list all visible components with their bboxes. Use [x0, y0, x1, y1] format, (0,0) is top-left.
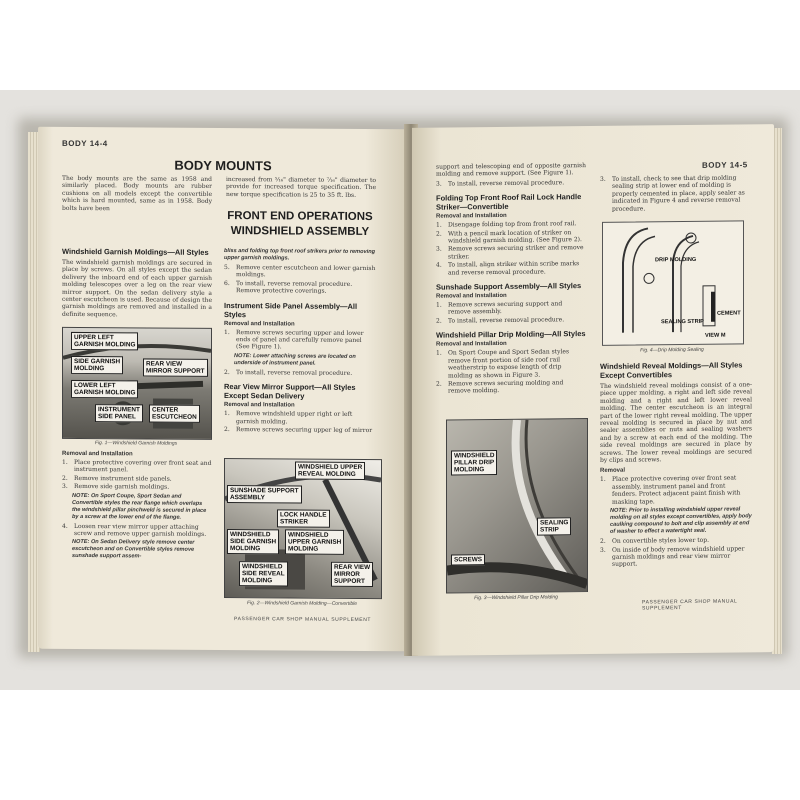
step-number: 2. — [62, 474, 68, 482]
step-text: Place protective covering over front seat assembly, instrument panel and front fenders. Protect adjacent paint finish with masking tape. — [612, 474, 741, 506]
reveal-steps-2 — [600, 536, 752, 568]
step-text: Remove screws securing striker and remove striker. — [448, 244, 584, 261]
left-page — [38, 127, 410, 652]
fig1-label: INSTRUMENT SIDE PANEL — [95, 404, 143, 422]
step-number: 1. — [600, 476, 606, 484]
pillar-steps — [436, 348, 586, 395]
fig3-label: SEALING STRIP — [537, 517, 571, 535]
garnish-text: The windshield garnish moldings are secured in place by screws. On all styles except the sedan delivery the inboard end of each upper garnish molding telescopes over a leg on the rear view mirror support. On the sedan delivery style a center escutcheon is used. Because of design the garnish moldings are removed and installed in a definite sequence. — [62, 258, 212, 319]
fig4-label: DRIP MOLDING — [655, 256, 697, 264]
instrument-steps-2 — [224, 369, 376, 377]
instrument-note: NOTE: Lower attaching screws are located on underside of instrument panel. — [234, 352, 356, 367]
removal-label-sunshade: Removal and Installation — [436, 292, 507, 300]
right-col2-top — [600, 174, 750, 214]
fig1-label: LOWER LEFT GARNISH MOLDING — [71, 380, 138, 398]
reveal-steps — [600, 475, 752, 506]
removal-label-pillar: Removal and Installation — [436, 341, 507, 348]
step-number: 3. — [436, 180, 442, 188]
step-number: 3. — [436, 246, 442, 254]
step-text: Place protective covering over front seat and instrument panel. — [74, 458, 212, 474]
reveal-heading: Windshield Reveal Moldings—All Styles Except Convertibles — [600, 360, 743, 380]
fig1-label: UPPER LEFT GARNISH MOLDING — [71, 332, 138, 350]
left-note-1: NOTE: On Sport Coupe, Sport Sedan and Convertible styles the rear flange which overlaps the windshield pillar pinchweld is secured in place by a screw at the lower end of the flange. — [72, 492, 207, 521]
body-mounts-text-cont: increased from ⁵⁄₁₆" diameter to ⁷⁄₁₆" diameter to provide for increased torque specification. The new torque specification is 25 to 35 ft. lbs. — [226, 176, 376, 199]
step-text: To install, align striker within scribe marks and reverse removal procedure. — [448, 260, 580, 277]
procedure-step — [600, 475, 752, 506]
step-number: 1. — [224, 410, 230, 418]
procedure-step — [436, 179, 586, 188]
fig3-caption: Fig. 3—Windshield Pillar Drip Molding — [474, 594, 558, 602]
step-text: Remove screws securing molding and remove molding. — [448, 379, 564, 395]
procedure-step — [600, 536, 752, 545]
garnish-heading: Windshield Garnish Moldings—All Styles — [62, 246, 209, 257]
step-number: 4. — [62, 522, 68, 530]
procedure-step — [224, 369, 376, 377]
mirror-steps — [224, 410, 376, 434]
fig1-label: REAR VIEW MIRROR SUPPORT — [143, 358, 208, 376]
procedure-step — [224, 264, 376, 280]
sunshade-steps — [436, 300, 586, 325]
col2-steps — [224, 264, 376, 296]
step-number: 2. — [436, 230, 442, 238]
removal-label-lower: Removal and Installation — [62, 450, 133, 458]
instrument-steps — [224, 329, 376, 352]
step-text: On convertible styles lower top. — [612, 536, 709, 545]
step-text: On Sport Coupe and Sport Sedan styles remove front portion of side roof rail weatherstrip to expose length of drip molding as shown in Figure 3. — [448, 348, 570, 380]
fig4-label: SEALING STRIP — [661, 318, 704, 326]
procedure-step — [600, 545, 752, 569]
right-col1-top: support and telescoping end of opposite garnish molding and remove support. (See Figure 1). — [436, 162, 586, 179]
step-number: 4. — [436, 261, 442, 269]
step-number: 3. — [600, 546, 606, 554]
procedure-step — [436, 220, 586, 229]
left-steps — [62, 459, 212, 492]
step-text: Remove center escutcheon and lower garnish moldings. — [236, 264, 376, 279]
procedure-step — [62, 459, 212, 475]
body-mounts-title: BODY MOUNTS — [174, 157, 272, 174]
right-page-header: BODY 14-5 — [702, 160, 748, 170]
step-number: 1. — [436, 349, 442, 357]
procedure-step — [436, 229, 586, 245]
step-text: Disengage folding top from front roof rail. — [448, 220, 577, 229]
step-number: 2. — [224, 368, 230, 376]
procedure-step — [224, 329, 376, 352]
step-number: 3. — [600, 175, 606, 183]
step-text: To install, reverse removal procedure. — [448, 316, 565, 325]
striker-steps — [436, 220, 586, 276]
fig1-label: CENTER ESCUTCHEON — [149, 404, 200, 422]
fig2-label: WINDSHIELD UPPER REVEAL MOLDING — [295, 461, 365, 479]
step-text: Remove screws securing upper leg of mirror — [236, 426, 373, 435]
fig2-label: SUNSHADE SUPPORT ASSEMBLY — [227, 485, 302, 504]
right-page — [412, 124, 774, 656]
left-col1-lower — [62, 451, 212, 561]
step-text: Remove instrument side panels. — [74, 474, 172, 483]
fig2-label: WINDSHIELD SIDE GARNISH MOLDING — [227, 529, 279, 554]
fig2-label: WINDSHIELD SIDE REVEAL MOLDING — [239, 561, 288, 586]
procedure-step — [62, 475, 212, 483]
step-number: 6. — [224, 279, 230, 287]
removal-label-reveal: Removal — [600, 468, 626, 475]
instrument-heading: Instrument Side Panel Assembly—All Styles — [224, 300, 358, 319]
procedure-step — [436, 316, 586, 325]
step-number: 2. — [600, 537, 606, 546]
procedure-step — [224, 426, 376, 434]
step-number: 1. — [436, 301, 442, 309]
left-note-2: NOTE: On Sedan Delivery style remove center escutcheon and on Convertible styles remove sunshade support assem- — [72, 539, 195, 560]
step-number: 2. — [436, 380, 442, 388]
step-text: Remove screws securing support and remove assembly. — [448, 300, 563, 316]
fig3-label: WINDSHIELD PILLAR DRIP MOLDING — [451, 450, 497, 475]
left-footer: PASSENGER CAR SHOP MANUAL SUPPLEMENT — [234, 616, 372, 624]
procedure-step — [436, 245, 586, 261]
fig2-label: REAR VIEW MIRROR SUPPORT — [331, 562, 373, 587]
procedure-step — [224, 280, 376, 296]
right-col2-steps — [600, 174, 750, 213]
step-number: 5. — [224, 264, 230, 272]
step-text: To install, reverse removal procedure. — [236, 368, 353, 377]
sunshade-heading: Sunshade Support Assembly—All Styles — [436, 281, 582, 292]
fig3-label: SCREWS — [451, 554, 485, 565]
body-mounts-text: The body mounts are the same as 1958 and similarly placed. Body mounts are rubber cushions on all models except the convertible which is hard mounted, same as in 1958. Body bolts have been — [62, 174, 212, 212]
procedure-step — [224, 410, 376, 426]
procedure-step — [436, 260, 586, 276]
step-number: 3. — [62, 483, 68, 491]
procedure-step — [436, 379, 586, 395]
step-number: 1. — [224, 328, 230, 336]
step-text: Loosen rear view mirror upper attaching screw and remove upper garnish moldings. — [74, 522, 207, 538]
right-col1-steps — [436, 179, 586, 188]
step-text: With a pencil mark location of striker on windshield garnish molding. (See Figure 2). — [448, 228, 582, 245]
step-number: 1. — [436, 221, 442, 229]
step-number: 2. — [224, 426, 230, 434]
step-text: Remove side garnish moldings. — [74, 483, 170, 491]
fig4-label: VIEW M — [705, 332, 726, 339]
col2-note: bliss and folding top front roof strikers prior to removing upper garnish moldings. — [224, 248, 376, 262]
procedure-step — [600, 174, 750, 213]
step-text: On inside of body remove windshield upper garnish moldings and rear view mirror support. — [612, 544, 745, 569]
figure-3-drawing — [447, 419, 587, 592]
fig4-label: CEMENT — [717, 310, 741, 317]
step-number: 1. — [62, 458, 68, 466]
left-steps-2 — [62, 522, 212, 538]
step-text: Remove screws securing upper and lower ends of panel and carefully remove panel (See Figure 1). — [236, 328, 364, 351]
fig1-label: SIDE GARNISH MOLDING — [71, 356, 123, 374]
step-number: 2. — [436, 317, 442, 325]
step-text: To install, check to see that drip molding sealing strip at lower end of molding is properly cemented in place, apply sealer as indicated in Figure 4 and reverse removal procedure. — [612, 174, 745, 213]
step-text: To install, reverse removal procedure. — [448, 179, 565, 188]
figure-2-photo — [224, 458, 382, 599]
procedure-step — [436, 300, 586, 316]
procedure-step — [62, 522, 212, 538]
removal-label-mirror: Removal and Installation — [224, 402, 295, 409]
procedure-step — [436, 348, 586, 379]
fig4-caption: Fig. 4—Drip Molding Sealing — [640, 346, 704, 354]
fig2-label: WINDSHIELD UPPER GARNISH MOLDING — [285, 529, 344, 554]
step-text: Remove windshield upper right or left garnish molding. — [236, 410, 353, 426]
right-col1 — [436, 162, 586, 396]
left-page-header: BODY 14-4 — [62, 138, 108, 149]
pillar-heading: Windshield Pillar Drip Molding—All Styles — [436, 329, 586, 340]
step-text: To install, reverse removal procedure. Remove protective coverings. — [236, 279, 353, 295]
right-col2-lower — [600, 360, 752, 569]
fig2-caption: Fig. 2—Windshield Garnish Molding—Convertible — [246, 600, 357, 607]
procedure-step — [62, 483, 212, 491]
section-title-front-end: FRONT END OPERATIONS — [227, 210, 373, 224]
mirror-heading: Rear View Mirror Support—All Styles Except Sedan Delivery — [224, 382, 356, 401]
fig2-label: LOCK HANDLE STRIKER — [277, 509, 330, 527]
removal-label: Removal and Installation — [224, 320, 295, 328]
section-title-windshield: WINDSHIELD ASSEMBLY — [230, 225, 370, 239]
fig1-caption: Fig. 1—Windshield Garnish Moldings — [94, 440, 178, 447]
figure-4-drawing — [602, 220, 744, 345]
figure-3-photo — [446, 418, 588, 593]
reveal-text: The windshield reveal moldings consist of a one-piece upper molding, a right and left side reveal molding and a right and left lower reveal molding. The center escutcheon is an integral part of the lower right reveal molding. The upper reveal molding is secured in place by nut and sealer assemblies or nuts and sealing washers and by a screw at each end of the molding. The side reveal moldings are secured in place by screws. The lower reveal moldings are secured by clips and screws. — [600, 381, 752, 464]
striker-heading: Folding Top Front Roof Rail Lock Handle Striker—Convertible — [436, 192, 582, 212]
removal-label-striker: Removal and Installation — [436, 213, 507, 220]
reveal-note: NOTE: Prior to installing windshield upper reveal molding on all styles except convertibles, apply body caulking compound to bolt and clip assembly at end of washer to effect a watertight seal. — [610, 506, 752, 535]
right-footer: PASSENGER CAR SHOP MANUAL SUPPLEMENT — [642, 598, 738, 612]
left-col2-block — [224, 248, 376, 436]
figure-1-photo — [62, 327, 212, 440]
